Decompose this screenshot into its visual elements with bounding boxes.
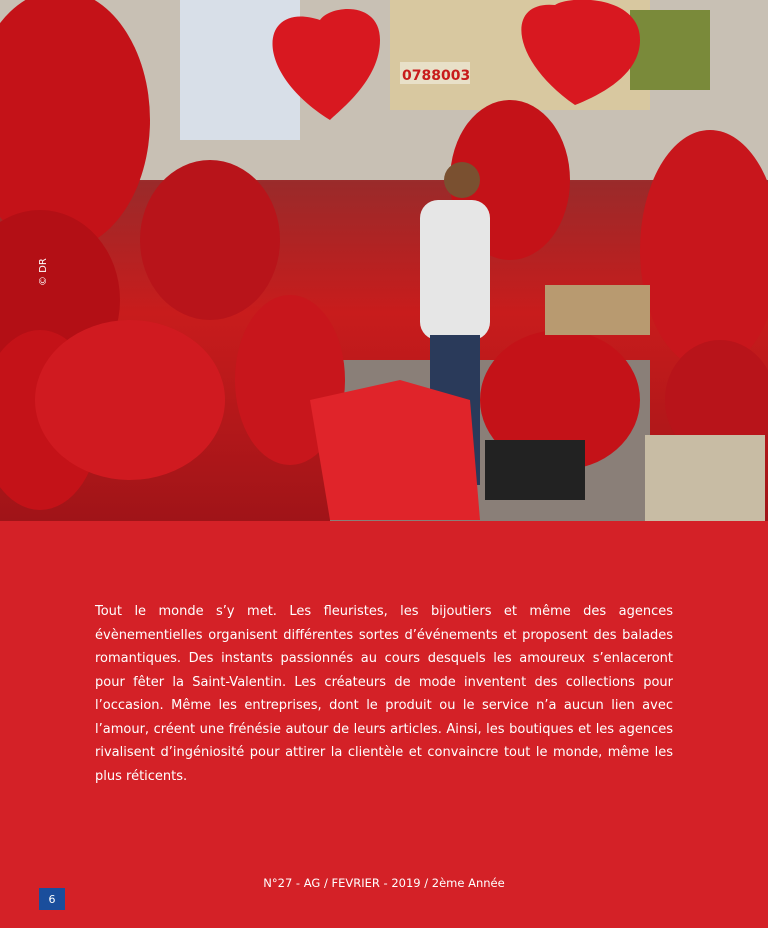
article-paragraph: Tout le monde s’y met. Les fleuristes, les bijoutiers et même des agences évènementielles organisent différentes sortes d’événements et proposent des balades romantiques. Des instants passionnés au cours desquels les amoureux s’enlaceront pour fêter la Saint-Valentin. Les créateurs de mode inventent des collections pour l’occasion. Même les entreprises, dont le produit ou le service n’a aucun lien avec l’amour, créent une frénésie autour de leurs articles. Ainsi, les boutiques et les agences rivalisent d’ingéniosité pour attirer la clientèle et convaincre tout le monde, même les plus réticents. bbox=[95, 604, 673, 784]
issue-footer: N°27 - AG / FEVRIER - 2019 / 2ème Année bbox=[263, 876, 505, 890]
sign-number: 0788003 bbox=[402, 68, 471, 84]
photo-credit: © DR bbox=[38, 258, 49, 286]
page-number: 6 bbox=[39, 888, 65, 910]
